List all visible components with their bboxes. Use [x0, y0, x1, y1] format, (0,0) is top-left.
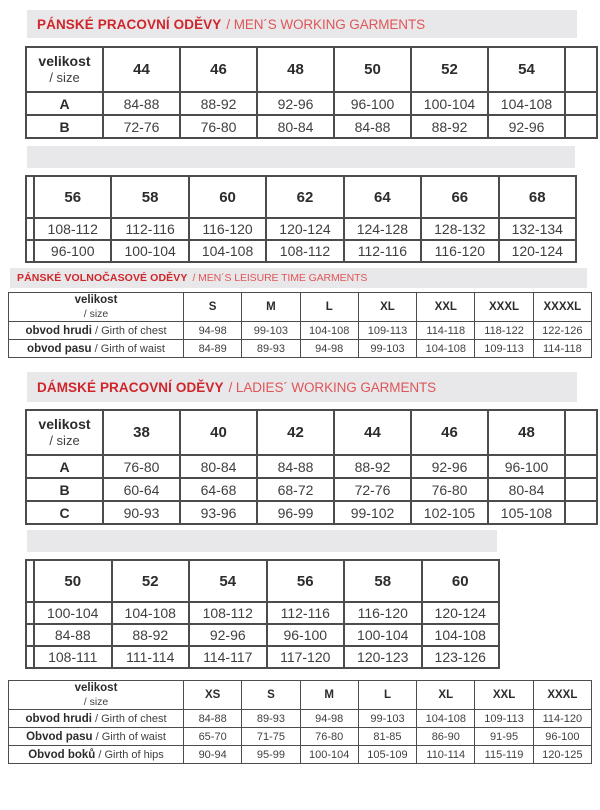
- row-label-cell: [9, 322, 184, 340]
- ladies-working-sizes-38-48-table: [25, 409, 598, 525]
- value-cell: 112-116: [111, 218, 188, 240]
- value-cell: 104-108: [189, 240, 266, 262]
- size-column-header: 50: [34, 560, 112, 602]
- value-cell: 72-76: [103, 115, 180, 138]
- size-column-header: 52: [112, 560, 190, 602]
- size-column-header: 66: [421, 176, 498, 218]
- velikost-label: velikost: [74, 682, 118, 695]
- value-cell: 90-93: [103, 501, 180, 524]
- row-label-czech: obvod hrudi: [25, 712, 92, 725]
- value-cell: 94-98: [300, 710, 358, 728]
- value-cell: 76-80: [180, 115, 257, 138]
- size-column-header: 52: [411, 47, 488, 92]
- value-cell: 94-98: [300, 340, 358, 358]
- row-label-cell: A: [26, 455, 103, 478]
- value-cell: 120-123: [344, 646, 422, 668]
- table-header-row: [26, 560, 499, 602]
- gray-divider-bar: [27, 146, 575, 168]
- value-cell: 105-108: [488, 501, 565, 524]
- table-header-row: [9, 681, 592, 710]
- cropped-empty-cell: [26, 176, 34, 218]
- value-cell: 99-103: [242, 322, 300, 340]
- row-label-czech: Obvod boků: [28, 748, 96, 761]
- value-cell: 76-80: [411, 478, 488, 501]
- value-cell: 104-108: [112, 602, 190, 624]
- value-cell: 65-70: [184, 728, 242, 746]
- value-cell: 123-126: [422, 646, 500, 668]
- section-title-mens-working: [27, 10, 577, 38]
- size-column-header: XL: [358, 293, 416, 322]
- value-cell: 114-118: [417, 322, 475, 340]
- row-label-english: / Girth of hips: [98, 748, 164, 761]
- value-cell: 105-109: [358, 746, 416, 764]
- size-column-header: 50: [334, 47, 411, 92]
- size-column-header: 46: [411, 410, 488, 455]
- velikost-label: velikost: [38, 53, 91, 70]
- size-column-header: XS: [184, 681, 242, 710]
- cropped-empty-cell: [26, 240, 34, 262]
- table-header-row: [9, 293, 592, 322]
- value-cell: 109-113: [475, 710, 533, 728]
- value-cell: 71-75: [242, 728, 300, 746]
- velikost-label: velikost: [74, 294, 118, 307]
- value-cell: 80-84: [257, 115, 334, 138]
- row-label-czech: Obvod pasu: [26, 730, 93, 743]
- size-label: / size: [49, 433, 80, 449]
- value-cell: 116-120: [344, 602, 422, 624]
- size-column-header: 48: [488, 410, 565, 455]
- size-column-header: XL: [417, 681, 475, 710]
- value-cell: 89-93: [242, 710, 300, 728]
- table-row: [26, 92, 597, 115]
- section-title-mens-leisure: [10, 268, 587, 288]
- value-cell: 84-89: [184, 340, 242, 358]
- section-title-ladies-working: [27, 372, 577, 402]
- size-column-header: XXXL: [475, 293, 533, 322]
- cropped-empty-cell: [565, 92, 597, 115]
- size-column-header: 58: [344, 560, 422, 602]
- cropped-empty-cell: [26, 602, 34, 624]
- value-cell: 100-104: [344, 624, 422, 646]
- value-cell: 81-85: [358, 728, 416, 746]
- size-column-header: M: [300, 681, 358, 710]
- section-title-czech: DÁMSKÉ PRACOVNÍ ODĚVY: [37, 379, 224, 395]
- size-label: / size: [49, 70, 80, 86]
- cropped-empty-cell: [565, 410, 597, 455]
- value-cell: 100-104: [411, 92, 488, 115]
- value-cell: 94-98: [184, 322, 242, 340]
- table-row: [9, 746, 592, 764]
- value-cell: 88-92: [112, 624, 190, 646]
- size-column-header: XXL: [475, 681, 533, 710]
- size-column-header: M: [242, 293, 300, 322]
- value-cell: 96-100: [34, 240, 111, 262]
- table-header-row: [26, 47, 597, 92]
- size-column-header: 48: [257, 47, 334, 92]
- value-cell: 114-120: [533, 710, 591, 728]
- cropped-empty-cell: [565, 501, 597, 524]
- table-header-row: [26, 410, 597, 455]
- ladies-working-sizes-50-60-table: [25, 559, 500, 669]
- value-cell: 104-108: [488, 92, 565, 115]
- value-cell: 132-134: [499, 218, 576, 240]
- row-label-czech: obvod pasu: [27, 342, 92, 355]
- size-column-header: XXXXL: [533, 293, 591, 322]
- table-row: [26, 501, 597, 524]
- size-column-header: 54: [189, 560, 267, 602]
- value-cell: 92-96: [488, 115, 565, 138]
- gray-divider-bar: [27, 530, 497, 552]
- mens-working-sizes-56-68-table: [25, 175, 577, 263]
- size-header-cell: [26, 47, 103, 92]
- value-cell: 99-103: [358, 710, 416, 728]
- value-cell: 93-96: [180, 501, 257, 524]
- table-row: [9, 710, 592, 728]
- row-label-cell: B: [26, 478, 103, 501]
- size-column-header: XXL: [417, 293, 475, 322]
- size-column-header: 54: [488, 47, 565, 92]
- value-cell: 90-94: [184, 746, 242, 764]
- value-cell: 88-92: [180, 92, 257, 115]
- row-label-cell: C: [26, 501, 103, 524]
- cropped-empty-cell: [565, 478, 597, 501]
- ladies-fit-size-table: [8, 680, 592, 764]
- size-column-header: L: [300, 293, 358, 322]
- size-label: / size: [83, 695, 109, 708]
- row-label-english: / Girth of chest: [94, 324, 167, 337]
- value-cell: 96-100: [488, 455, 565, 478]
- size-column-header: 56: [267, 560, 345, 602]
- value-cell: 100-104: [111, 240, 188, 262]
- value-cell: 72-76: [334, 478, 411, 501]
- size-column-header: 46: [180, 47, 257, 92]
- value-cell: 112-116: [344, 240, 421, 262]
- value-cell: 110-114: [417, 746, 475, 764]
- row-label-english: / Girth of chest: [94, 712, 167, 725]
- value-cell: 80-84: [180, 455, 257, 478]
- size-column-header: 64: [344, 176, 421, 218]
- size-header-cell: [26, 410, 103, 455]
- value-cell: 99-103: [358, 340, 416, 358]
- size-column-header: 38: [103, 410, 180, 455]
- value-cell: 95-99: [242, 746, 300, 764]
- value-cell: 116-120: [421, 240, 498, 262]
- value-cell: 109-113: [475, 340, 533, 358]
- value-cell: 84-88: [103, 92, 180, 115]
- size-column-header: S: [242, 681, 300, 710]
- cropped-empty-cell: [565, 115, 597, 138]
- value-cell: 96-100: [533, 728, 591, 746]
- cropped-empty-cell: [565, 455, 597, 478]
- row-label-czech: obvod hrudi: [25, 324, 92, 337]
- value-cell: 84-88: [257, 455, 334, 478]
- size-column-header: 56: [34, 176, 111, 218]
- value-cell: 128-132: [421, 218, 498, 240]
- value-cell: 112-116: [267, 602, 345, 624]
- value-cell: 86-90: [417, 728, 475, 746]
- size-column-header: XXXL: [533, 681, 591, 710]
- row-label-cell: [9, 728, 184, 746]
- value-cell: 68-72: [257, 478, 334, 501]
- value-cell: 120-125: [533, 746, 591, 764]
- value-cell: 84-88: [184, 710, 242, 728]
- value-cell: 96-99: [257, 501, 334, 524]
- value-cell: 76-80: [103, 455, 180, 478]
- size-column-header: L: [358, 681, 416, 710]
- table-row: [26, 478, 597, 501]
- value-cell: 117-120: [267, 646, 345, 668]
- size-column-header: 58: [111, 176, 188, 218]
- section-title-english: / LADIES´ WORKING GARMENTS: [228, 379, 437, 395]
- table-row: [26, 646, 499, 668]
- table-row: [26, 240, 576, 262]
- size-column-header: S: [184, 293, 242, 322]
- row-label-english: / Girth of waist: [95, 730, 166, 743]
- value-cell: 122-126: [533, 322, 591, 340]
- value-cell: 92-96: [257, 92, 334, 115]
- value-cell: 60-64: [103, 478, 180, 501]
- row-label-cell: B: [26, 115, 103, 138]
- section-title-english: / MEN´S LEISURE TIME GARMENTS: [192, 272, 368, 284]
- size-header-cell: [9, 681, 184, 710]
- value-cell: 124-128: [344, 218, 421, 240]
- value-cell: 99-102: [334, 501, 411, 524]
- size-column-header: 40: [180, 410, 257, 455]
- table-row: [26, 218, 576, 240]
- mens-leisure-size-table: [8, 292, 592, 358]
- cropped-empty-cell: [26, 560, 34, 602]
- cropped-empty-cell: [565, 47, 597, 92]
- value-cell: 100-104: [300, 746, 358, 764]
- size-column-header: 44: [103, 47, 180, 92]
- value-cell: 114-118: [533, 340, 591, 358]
- value-cell: 108-111: [34, 646, 112, 668]
- value-cell: 104-108: [422, 624, 500, 646]
- value-cell: 96-100: [334, 92, 411, 115]
- table-row: [9, 728, 592, 746]
- size-column-header: 42: [257, 410, 334, 455]
- size-column-header: 44: [334, 410, 411, 455]
- value-cell: 116-120: [189, 218, 266, 240]
- value-cell: 109-113: [358, 322, 416, 340]
- value-cell: 80-84: [488, 478, 565, 501]
- value-cell: 92-96: [189, 624, 267, 646]
- row-label-cell: A: [26, 92, 103, 115]
- section-title-czech: PÁNSKÉ PRACOVNÍ ODĚVY: [37, 16, 222, 32]
- table-row: [9, 340, 592, 358]
- value-cell: 104-108: [300, 322, 358, 340]
- value-cell: 111-114: [112, 646, 190, 668]
- size-column-header: 62: [266, 176, 343, 218]
- value-cell: 96-100: [267, 624, 345, 646]
- value-cell: 120-124: [499, 240, 576, 262]
- value-cell: 102-105: [411, 501, 488, 524]
- table-header-row: [26, 176, 576, 218]
- value-cell: 88-92: [411, 115, 488, 138]
- size-label: / size: [83, 307, 109, 320]
- size-column-header: 68: [499, 176, 576, 218]
- value-cell: 84-88: [34, 624, 112, 646]
- row-label-cell: [9, 340, 184, 358]
- value-cell: 92-96: [411, 455, 488, 478]
- value-cell: 100-104: [34, 602, 112, 624]
- row-label-cell: [9, 710, 184, 728]
- value-cell: 115-119: [475, 746, 533, 764]
- row-label-english: / Girth of waist: [94, 342, 165, 355]
- cropped-empty-cell: [26, 218, 34, 240]
- cropped-empty-cell: [26, 646, 34, 668]
- size-column-header: 60: [422, 560, 500, 602]
- table-row: [26, 455, 597, 478]
- value-cell: 76-80: [300, 728, 358, 746]
- value-cell: 89-93: [242, 340, 300, 358]
- value-cell: 120-124: [422, 602, 500, 624]
- table-row: [26, 115, 597, 138]
- value-cell: 91-95: [475, 728, 533, 746]
- value-cell: 108-112: [189, 602, 267, 624]
- value-cell: 118-122: [475, 322, 533, 340]
- row-label-cell: [9, 746, 184, 764]
- value-cell: 108-112: [34, 218, 111, 240]
- section-title-czech: PÁNSKÉ VOLNOČASOVÉ ODĚVY: [17, 272, 188, 284]
- value-cell: 64-68: [180, 478, 257, 501]
- mens-working-sizes-44-54-table: [25, 46, 598, 139]
- table-row: [26, 602, 499, 624]
- value-cell: 108-112: [266, 240, 343, 262]
- value-cell: 104-108: [417, 710, 475, 728]
- size-column-header: 60: [189, 176, 266, 218]
- cropped-empty-cell: [26, 624, 34, 646]
- table-row: [9, 322, 592, 340]
- value-cell: 88-92: [334, 455, 411, 478]
- size-header-cell: [9, 293, 184, 322]
- table-row: [26, 624, 499, 646]
- velikost-label: velikost: [38, 416, 91, 433]
- value-cell: 114-117: [189, 646, 267, 668]
- section-title-english: / MEN´S WORKING GARMENTS: [226, 16, 425, 32]
- value-cell: 120-124: [266, 218, 343, 240]
- value-cell: 104-108: [417, 340, 475, 358]
- value-cell: 84-88: [334, 115, 411, 138]
